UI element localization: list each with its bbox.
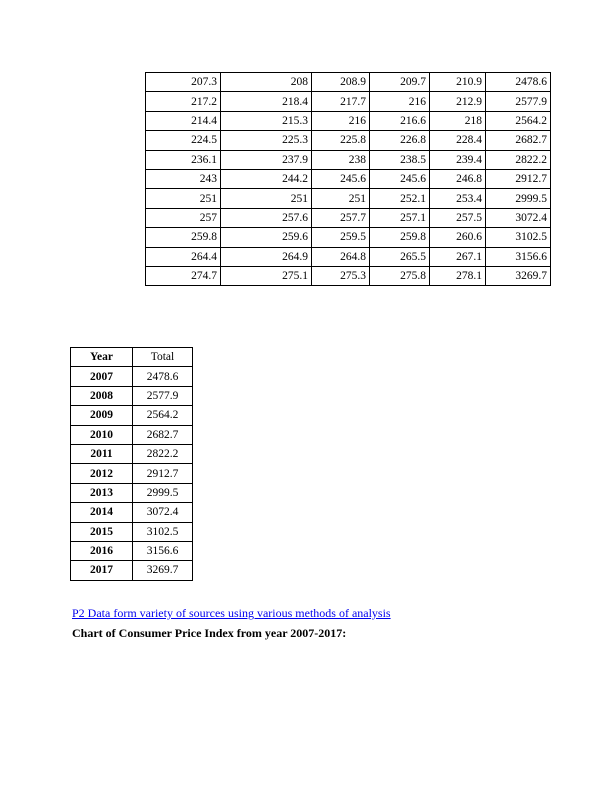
table-cell: 216	[312, 111, 370, 130]
table-row	[71, 444, 193, 463]
table-cell: 3072.4	[486, 208, 551, 227]
table-row	[146, 247, 551, 266]
table-row	[146, 266, 551, 285]
table-row	[146, 189, 551, 208]
table-cell: 264.9	[221, 247, 312, 266]
table-row	[146, 131, 551, 150]
total-cell: 3156.6	[133, 541, 193, 560]
total-cell: 2682.7	[133, 425, 193, 444]
table-cell: 224.5	[146, 131, 221, 150]
total-cell: 2577.9	[133, 386, 193, 405]
table-cell: 237.9	[221, 150, 312, 169]
table-cell: 225.3	[221, 131, 312, 150]
table-row	[71, 425, 193, 444]
table-cell: 2822.2	[486, 150, 551, 169]
total-cell: 2564.2	[133, 406, 193, 425]
year-cell: 2012	[71, 464, 133, 483]
table-row	[71, 367, 193, 386]
table-cell: 225.8	[312, 131, 370, 150]
year-cell: 2016	[71, 541, 133, 560]
table-cell: 278.1	[430, 266, 486, 285]
table-cell: 2999.5	[486, 189, 551, 208]
table-cell: 257	[146, 208, 221, 227]
table-cell: 214.4	[146, 111, 221, 130]
table-cell: 212.9	[430, 92, 486, 111]
table-cell: 257.5	[430, 208, 486, 227]
table-cell: 244.2	[221, 169, 312, 188]
table-row	[71, 483, 193, 502]
yearly-totals-table	[70, 347, 193, 581]
table-cell: 245.6	[312, 169, 370, 188]
table-cell: 265.5	[370, 247, 430, 266]
table-row	[71, 561, 193, 580]
table-cell: 246.8	[430, 169, 486, 188]
table-row	[146, 150, 551, 169]
table-cell: 275.3	[312, 266, 370, 285]
table-cell: 217.7	[312, 92, 370, 111]
table-cell: 2564.2	[486, 111, 551, 130]
table-cell: 208.9	[312, 73, 370, 92]
table-cell: 216.6	[370, 111, 430, 130]
table-row	[146, 208, 551, 227]
table-row	[146, 73, 551, 92]
table-row	[146, 92, 551, 111]
table-cell: 238.5	[370, 150, 430, 169]
table-cell: 243	[146, 169, 221, 188]
table-cell: 2912.7	[486, 169, 551, 188]
table-header-row	[71, 348, 193, 367]
table-cell: 259.8	[146, 228, 221, 247]
year-cell: 2015	[71, 522, 133, 541]
table-row	[71, 541, 193, 560]
table-cell: 239.4	[430, 150, 486, 169]
total-cell: 3102.5	[133, 522, 193, 541]
total-cell: 3269.7	[133, 561, 193, 580]
table-cell: 208	[221, 73, 312, 92]
table-cell: 2682.7	[486, 131, 551, 150]
year-cell: 2011	[71, 444, 133, 463]
total-cell: 2822.2	[133, 444, 193, 463]
table-cell: 251	[221, 189, 312, 208]
table-row	[71, 464, 193, 483]
table-cell: 275.1	[221, 266, 312, 285]
table-cell: 253.4	[430, 189, 486, 208]
table-cell: 236.1	[146, 150, 221, 169]
year-cell: 2009	[71, 406, 133, 425]
table-cell: 260.6	[430, 228, 486, 247]
table-cell: 245.6	[370, 169, 430, 188]
table-cell: 251	[312, 189, 370, 208]
table-cell: 257.7	[312, 208, 370, 227]
table-cell: 267.1	[430, 247, 486, 266]
chart-heading: Chart of Consumer Price Index from year 2007-2017:	[72, 626, 347, 640]
table-row	[71, 503, 193, 522]
year-cell: 2007	[71, 367, 133, 386]
table-row	[146, 169, 551, 188]
year-cell: 2017	[71, 561, 133, 580]
header-total: Total	[133, 348, 193, 367]
table-cell: 275.8	[370, 266, 430, 285]
table-cell: 210.9	[430, 73, 486, 92]
cpi-monthly-table	[145, 72, 551, 286]
table-cell: 218	[430, 111, 486, 130]
year-cell: 2008	[71, 386, 133, 405]
year-cell: 2010	[71, 425, 133, 444]
total-cell: 2999.5	[133, 483, 193, 502]
table-cell: 3102.5	[486, 228, 551, 247]
table-cell: 257.1	[370, 208, 430, 227]
table-cell: 215.3	[221, 111, 312, 130]
table-row	[71, 406, 193, 425]
table-cell: 218.4	[221, 92, 312, 111]
table-cell: 238	[312, 150, 370, 169]
table-cell: 226.8	[370, 131, 430, 150]
table-cell: 252.1	[370, 189, 430, 208]
table-cell: 259.5	[312, 228, 370, 247]
table-cell: 274.7	[146, 266, 221, 285]
table-cell: 207.3	[146, 73, 221, 92]
table-cell: 264.8	[312, 247, 370, 266]
table-row	[146, 111, 551, 130]
table-cell: 216	[370, 92, 430, 111]
table-cell: 209.7	[370, 73, 430, 92]
table-cell: 2577.9	[486, 92, 551, 111]
header-year: Year	[71, 348, 133, 367]
year-cell: 2014	[71, 503, 133, 522]
table-cell: 264.4	[146, 247, 221, 266]
total-cell: 2478.6	[133, 367, 193, 386]
year-cell: 2013	[71, 483, 133, 502]
table-row	[71, 522, 193, 541]
table-cell: 3269.7	[486, 266, 551, 285]
table-cell: 251	[146, 189, 221, 208]
table-cell: 217.2	[146, 92, 221, 111]
section-link[interactable]: P2 Data form variety of sources using various methods of analysis	[72, 606, 391, 620]
table-cell: 259.6	[221, 228, 312, 247]
total-cell: 2912.7	[133, 464, 193, 483]
total-cell: 3072.4	[133, 503, 193, 522]
table-cell: 3156.6	[486, 247, 551, 266]
table-cell: 257.6	[221, 208, 312, 227]
table-cell: 228.4	[430, 131, 486, 150]
table-cell: 2478.6	[486, 73, 551, 92]
table-row	[146, 228, 551, 247]
table-row	[71, 386, 193, 405]
table-cell: 259.8	[370, 228, 430, 247]
